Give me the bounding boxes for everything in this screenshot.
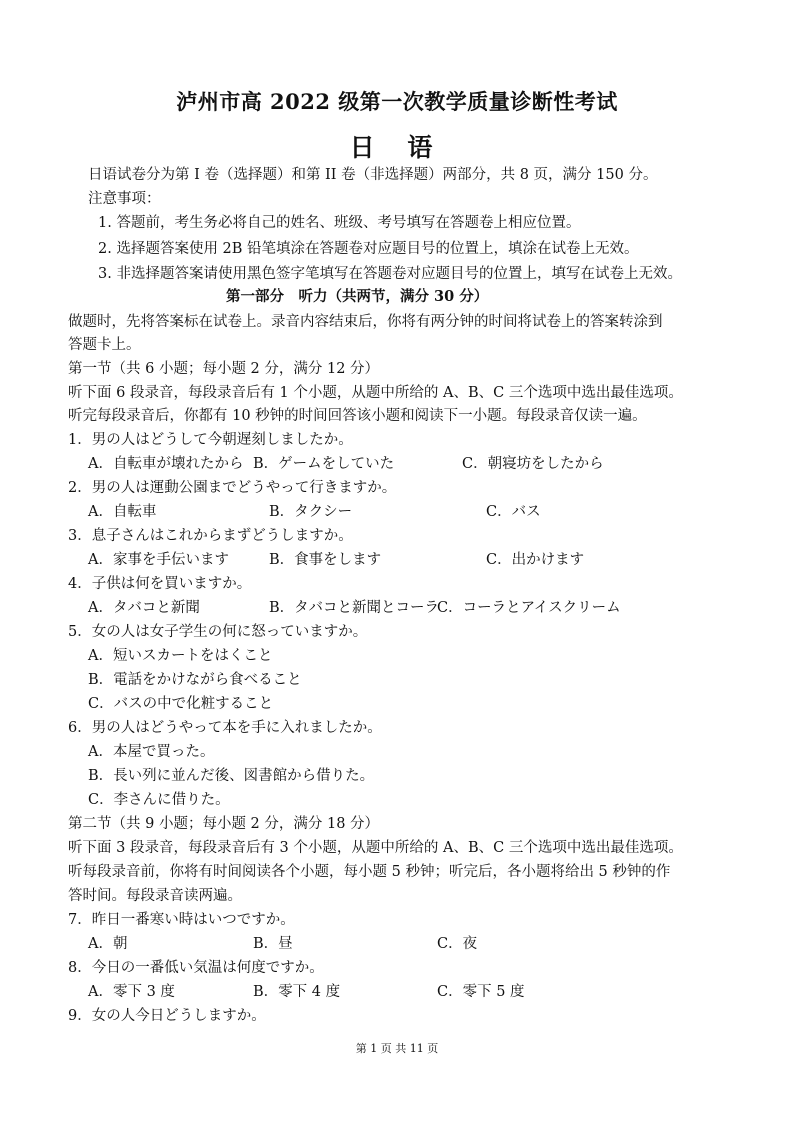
- section2-instruction-3: 答时间。每段录音读两遍。: [68, 888, 242, 904]
- question-3-stem: 3．息子さんはこれからまずどうしますか。: [68, 528, 353, 544]
- question-7-stem: 7．昨日一番寒い時はいつですか。: [68, 912, 295, 928]
- part1-instruction-1: 做题时，先将答案标在试卷上。录音内容结束后，你将有两分钟的时间将试卷上的答案转涂到: [68, 314, 663, 330]
- section1-heading: 第一节（共 6 小题；每小题 2 分，满分 12 分）: [68, 361, 380, 377]
- notice-title: 注意事项：: [88, 191, 161, 207]
- question-6-stem: 6．男の人はどうやって本を手に入れましたか。: [68, 720, 382, 736]
- subject-title: 日 语: [349, 133, 445, 162]
- question-8-option-a: A．零下 3 度: [88, 984, 175, 1000]
- intro-line: 日语试卷分为第 I 卷（选择题）和第 II 卷（非选择题）两部分，共 8 页，满分 150 分。: [88, 167, 658, 183]
- question-6-option-b: B．長い列に並んだ後、図書館から借りた。: [88, 768, 375, 784]
- section2-instruction-2: 听每段录音前，你将有时间阅读各个小题，每小题 5 秒钟；听完后，各小题将给出 5 秒钟的作: [68, 864, 671, 880]
- question-6-option-a: A．本屋で買った。: [88, 744, 215, 760]
- question-4-option-c: C．コーラとアイスクリーム: [437, 600, 621, 616]
- section1-instruction-1: 听下面 6 段录音，每段录音后有 1 个小题，从题中所给的 A、B、C 三个选项中选出最佳选项。: [68, 385, 683, 401]
- question-7-option-c: C．夜: [437, 936, 478, 952]
- part1-instruction-2: 答题卡上。: [68, 337, 141, 353]
- notice-item-1: 1. 答题前，考生务必将自己的姓名、班级、考号填写在答题卷上相应位置。: [98, 215, 581, 231]
- question-4-stem: 4．子供は何を買いますか。: [68, 576, 252, 592]
- question-2-option-c: C．バス: [486, 504, 541, 520]
- section2-heading: 第二节（共 9 小题；每小题 2 分，满分 18 分）: [68, 816, 380, 832]
- question-8-stem: 8．今日の一番低い気温は何度ですか。: [68, 960, 324, 976]
- question-7-option-a: A．朝: [88, 936, 128, 952]
- part1-heading: 第一部分 听力（共两节，满分 30 分）: [226, 288, 489, 305]
- page-number: 第 1 页 共 11 页: [355, 1042, 439, 1055]
- question-3-option-a: A．家事を手伝います: [88, 552, 229, 568]
- question-2-stem: 2．男の人は運動公園までどうやって行きますか。: [68, 480, 397, 496]
- question-8-option-b: B．零下 4 度: [253, 984, 341, 1000]
- question-7-option-b: B．昼: [253, 936, 293, 952]
- question-1-stem: 1．男の人はどうして今朝遅刻しましたか。: [68, 432, 353, 448]
- question-1-option-c: C．朝寝坊をしたから: [462, 456, 604, 472]
- notice-item-3: 3. 非选择题答案请使用黑色签字笔填写在答题卷对应题目号的位置上，填写在试卷上无效。: [98, 266, 682, 282]
- question-2-option-b: B．タクシー: [269, 504, 353, 520]
- question-5-option-a: A．短いスカートをはくこと: [88, 648, 273, 664]
- question-3-option-c: C．出かけます: [486, 552, 585, 568]
- question-4-option-a: A．タバコと新聞: [88, 600, 200, 616]
- question-1-option-b: B．ゲームをしていた: [253, 456, 395, 472]
- exam-title: 泸州市高 2022 级第一次教学质量诊断性考试: [176, 89, 618, 114]
- section1-instruction-2: 听完每段录音后，你都有 10 秒钟的时间回答该小题和阅读下一小题。每段录音仅读一遍。: [68, 408, 647, 424]
- question-5-stem: 5．女の人は女子学生の何に怒っていますか。: [68, 624, 368, 640]
- question-3-option-b: B．食事をします: [269, 552, 382, 568]
- question-5-option-c: C．バスの中で化粧すること: [88, 696, 274, 712]
- section2-instruction-1: 听下面 3 段录音，每段录音后有 3 个小题，从题中所给的 A、B、C 三个选项中选出最佳选项。: [68, 840, 683, 856]
- question-4-option-b: B．タバコと新聞とコーラ: [269, 600, 440, 616]
- question-2-option-a: A．自転車: [88, 504, 157, 520]
- question-6-option-c: C．李さんに借りた。: [88, 792, 230, 808]
- notice-item-2: 2. 选择题答案使用 2B 铅笔填涂在答题卷对应题目号的位置上，填涂在试卷上无效。: [98, 241, 639, 257]
- question-1-option-a: A．自転車が壊れたから: [88, 456, 244, 472]
- question-8-option-c: C．零下 5 度: [437, 984, 525, 1000]
- question-5-option-b: B．電話をかけながら食べること: [88, 672, 302, 688]
- question-9-stem: 9．女の人今日どうしますか。: [68, 1008, 266, 1024]
